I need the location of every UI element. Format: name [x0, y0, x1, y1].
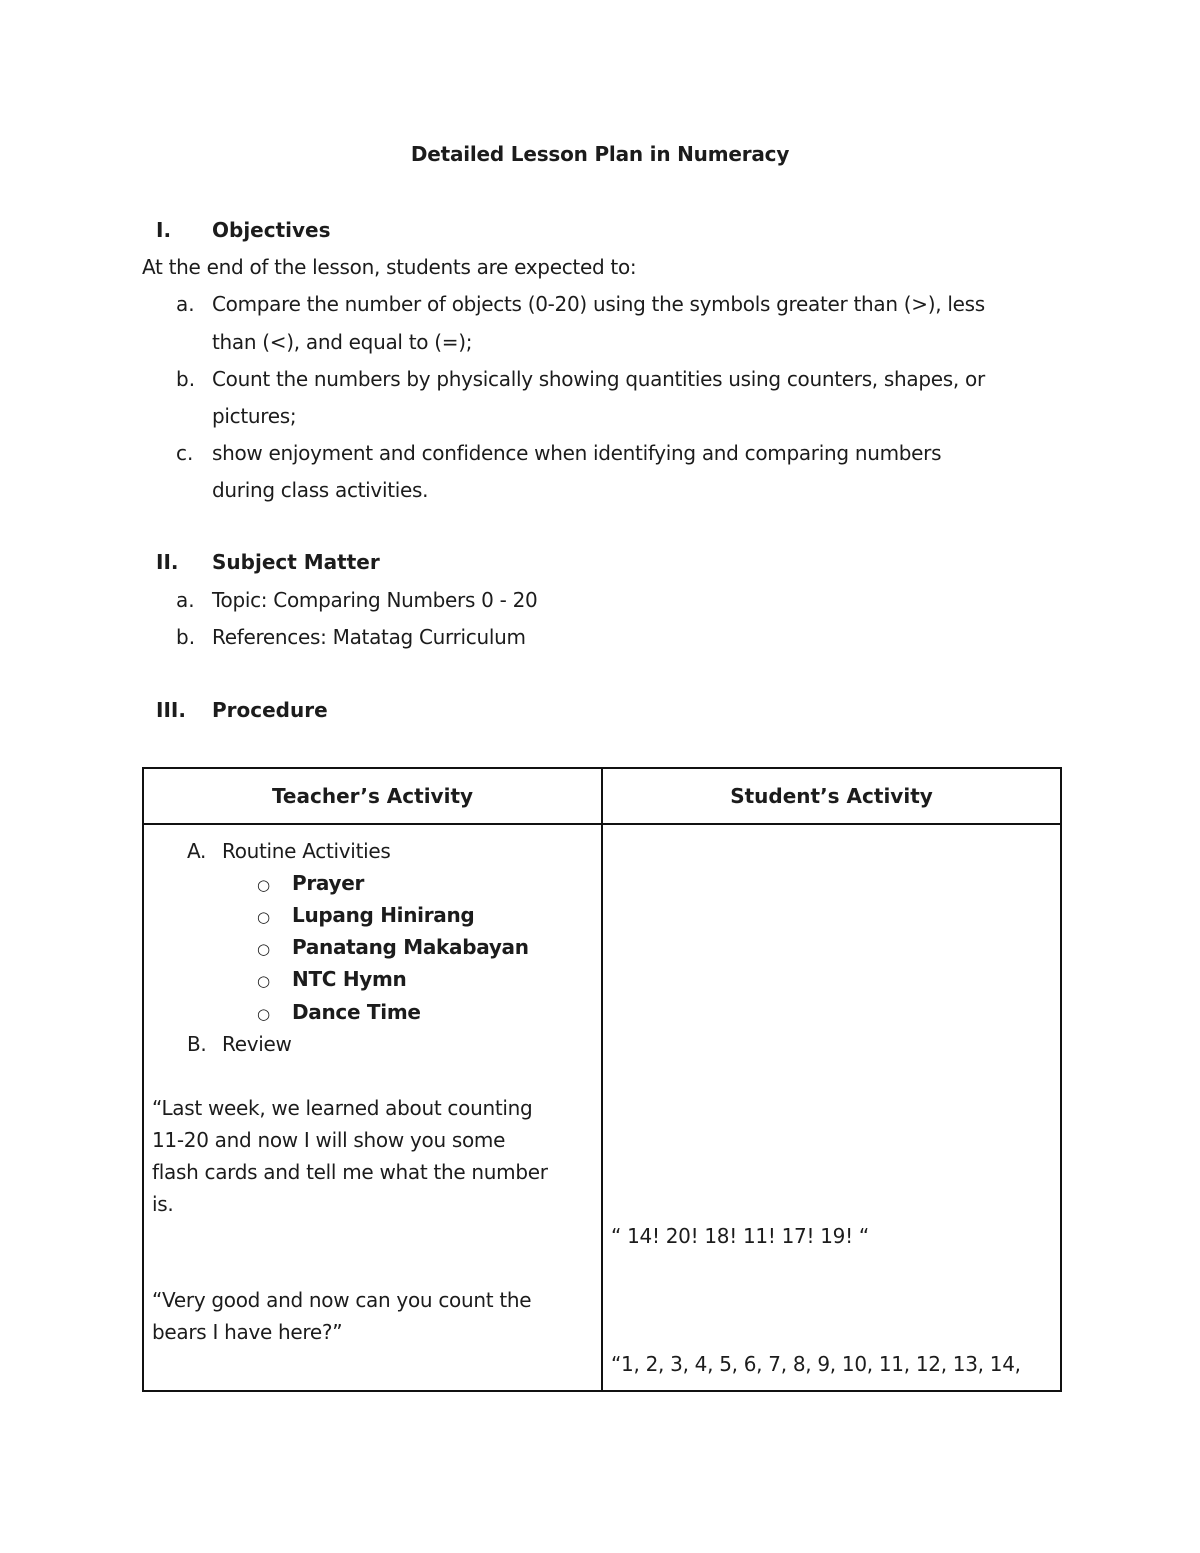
review-text-line: is.	[152, 1192, 174, 1216]
hollow-circle-bullet-icon: ○	[257, 972, 271, 990]
student-answer-counting: “1, 2, 3, 4, 5, 6, 7, 8, 9, 10, 11, 12, 13, 14,	[611, 1352, 1021, 1376]
teacher-activity-header: Teacher’s Activity	[143, 768, 602, 824]
review-text-line: flash cards and tell me what the number	[152, 1160, 548, 1184]
subject-references: References: Matatag Curriculum	[212, 625, 526, 649]
list-marker: b.	[176, 367, 196, 391]
routine-item: Dance Time	[292, 1000, 421, 1024]
objective-a-line-1: Compare the number of objects (0-20) using the symbols greater than (>), less	[212, 292, 985, 316]
list-marker: a.	[176, 292, 195, 316]
review-text-line: 11-20 and now I will show you some	[152, 1128, 506, 1152]
review-marker: B.	[187, 1032, 207, 1056]
review-text-line: “Last week, we learned about counting	[152, 1096, 533, 1120]
routine-heading: Routine Activities	[222, 839, 391, 863]
list-marker: a.	[176, 588, 195, 612]
hollow-circle-bullet-icon: ○	[257, 908, 271, 926]
routine-item: Panatang Makabayan	[292, 935, 529, 959]
section-number: II.	[156, 550, 179, 574]
routine-item: NTC Hymn	[292, 967, 407, 991]
student-answer-flashcards: “ 14! 20! 18! 11! 17! 19! “	[611, 1224, 869, 1248]
procedure-table	[142, 767, 1062, 1392]
review-heading: Review	[222, 1032, 292, 1056]
section-number: I.	[156, 218, 172, 242]
subject-topic: Topic: Comparing Numbers 0 - 20	[212, 588, 538, 612]
section-title: Subject Matter	[212, 550, 380, 574]
bears-text-line: “Very good and now can you count the	[152, 1288, 532, 1312]
document-title: Detailed Lesson Plan in Numeracy	[410, 142, 790, 166]
routine-marker: A.	[187, 839, 207, 863]
table-row	[143, 824, 1061, 1391]
section-number: III.	[156, 698, 186, 722]
list-marker: c.	[176, 441, 194, 465]
objective-b-line-2: pictures;	[212, 404, 297, 428]
section-subject-matter-heading	[156, 550, 380, 574]
hollow-circle-bullet-icon: ○	[257, 940, 271, 958]
hollow-circle-bullet-icon: ○	[257, 1005, 271, 1023]
table-header-row	[143, 768, 1061, 824]
student-activity-cell	[602, 824, 1061, 1391]
section-procedure-heading	[156, 698, 328, 722]
section-title: Objectives	[212, 218, 331, 242]
student-activity-header: Student’s Activity	[602, 768, 1061, 824]
list-marker: b.	[176, 625, 196, 649]
objective-b-line-1: Count the numbers by physically showing quantities using counters, shapes, or	[212, 367, 985, 391]
hollow-circle-bullet-icon: ○	[257, 876, 271, 894]
objectives-intro: At the end of the lesson, students are expected to:	[142, 255, 637, 279]
routine-item: Prayer	[292, 871, 365, 895]
teacher-activity-cell	[143, 824, 602, 1391]
objective-c-line-1: show enjoyment and confidence when identifying and comparing numbers	[212, 441, 942, 465]
objective-a-line-2: than (<), and equal to (=);	[212, 330, 473, 354]
objective-c-line-2: during class activities.	[212, 478, 429, 502]
section-objectives-heading	[156, 218, 331, 242]
section-title: Procedure	[212, 698, 328, 722]
routine-item: Lupang Hinirang	[292, 903, 475, 927]
bears-text-line: bears I have here?”	[152, 1320, 343, 1344]
